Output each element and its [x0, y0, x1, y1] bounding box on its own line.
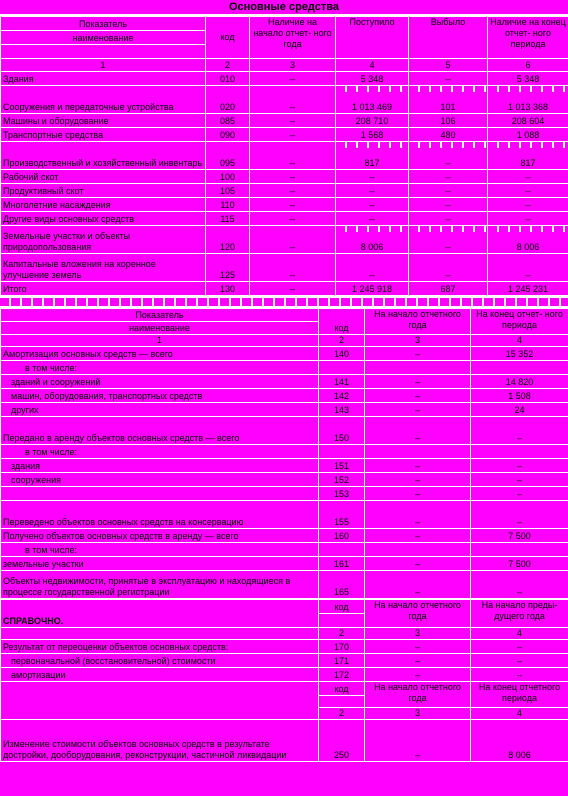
row-code: 152 [319, 473, 365, 487]
row-start: – [365, 654, 471, 668]
table-row [1, 282, 568, 296]
row-start: – [250, 198, 336, 212]
row-end: 1 245 231 [488, 282, 568, 296]
row-end: – [471, 501, 568, 529]
table-row [1, 170, 568, 184]
header-code: код [319, 682, 365, 696]
row-start: – [250, 128, 336, 142]
row-in: 1 568 [336, 128, 409, 142]
row-name: амортизации [1, 668, 319, 682]
row-code: 130 [206, 282, 250, 296]
row-code: 120 [206, 226, 250, 254]
row-code: 010 [206, 72, 250, 86]
row-start: – [365, 557, 471, 571]
row-start: – [365, 473, 471, 487]
row-out: 101 [409, 86, 488, 114]
row-end: 7 500 [471, 529, 568, 543]
row-end: – [488, 254, 568, 282]
row-code: 095 [206, 142, 250, 170]
row-name: Переведено объектов основных средств на консервацию [1, 501, 319, 529]
table-row [1, 114, 568, 128]
row-end: 5 348 [488, 72, 568, 86]
row-start: – [365, 571, 471, 599]
row-start: – [250, 114, 336, 128]
header-name: наименование [1, 31, 206, 45]
fixed-assets-table [0, 16, 568, 296]
column-number: 6 [488, 59, 568, 72]
table-row [1, 445, 568, 459]
row-end: – [488, 170, 568, 184]
row-start: – [250, 184, 336, 198]
row-name: в том числе: [1, 361, 319, 375]
table-row [1, 184, 568, 198]
row-name: Земельные участки и объекты природопользования [1, 226, 206, 254]
reference-table [0, 599, 568, 762]
row-start [365, 543, 471, 557]
table-row [1, 254, 568, 282]
row-code: 110 [206, 198, 250, 212]
header-code: код [206, 17, 250, 59]
row-start: – [365, 720, 471, 762]
table-row [1, 72, 568, 86]
table-row [1, 86, 568, 114]
row-out: 480 [409, 128, 488, 142]
row-code: 250 [319, 720, 365, 762]
row-end [471, 361, 568, 375]
table-row [1, 640, 568, 654]
row-code [319, 445, 365, 459]
row-start: – [365, 529, 471, 543]
row-start: – [365, 459, 471, 473]
header-indicator: Показатель [1, 309, 319, 322]
row-code: 125 [206, 254, 250, 282]
header-start: На начало отчетного года [365, 682, 471, 708]
row-end: 1 013 368 [488, 86, 568, 114]
column-number: 5 [409, 59, 488, 72]
row-start: – [250, 86, 336, 114]
row-code: 165 [319, 571, 365, 599]
row-name: Итого [1, 282, 206, 296]
row-end: – [471, 654, 568, 668]
row-in: – [336, 212, 409, 226]
section-title: Основные средства [0, 0, 568, 16]
row-name: других [1, 403, 319, 417]
table-row [1, 473, 568, 487]
row-out: 687 [409, 282, 488, 296]
row-name: земельные участки [1, 557, 319, 571]
row-start [365, 445, 471, 459]
row-name: первоначальной (восстановительной) стоимости [1, 654, 319, 668]
row-start: – [250, 282, 336, 296]
column-number: 1 [1, 59, 206, 72]
row-start: – [250, 72, 336, 86]
column-number: 4 [471, 628, 568, 640]
row-end: 817 [488, 142, 568, 170]
row-in: – [336, 170, 409, 184]
row-end: – [471, 571, 568, 599]
row-start: – [250, 170, 336, 184]
row-name: Объекты недвижимости, принятые в эксплуатацию и находящиеся в процессе государственной регистрации [1, 571, 319, 599]
row-code: 143 [319, 403, 365, 417]
row-end: – [471, 668, 568, 682]
row-in: 1 013 469 [336, 86, 409, 114]
row-start: – [250, 226, 336, 254]
row-name: Продуктивный скот [1, 184, 206, 198]
row-start: – [250, 254, 336, 282]
row-out: – [409, 184, 488, 198]
row-name: Результат от переоценки объектов основных средств: [1, 640, 319, 654]
column-number: 2 [319, 628, 365, 640]
row-end: 7 500 [471, 557, 568, 571]
row-start: – [250, 212, 336, 226]
header-in: Поступило [336, 17, 409, 59]
header-end: На конец отчет- ного периода [471, 309, 568, 335]
row-start: – [365, 375, 471, 389]
row-end: – [488, 198, 568, 212]
row-end: – [471, 417, 568, 445]
row-out: – [409, 212, 488, 226]
row-code: 161 [319, 557, 365, 571]
row-out: – [409, 226, 488, 254]
row-in: 208 710 [336, 114, 409, 128]
row-end: 15 352 [471, 347, 568, 361]
table-row [1, 501, 568, 529]
row-end: – [471, 487, 568, 501]
row-name: Многолетние насаждения [1, 198, 206, 212]
table-row [1, 557, 568, 571]
row-end: – [471, 459, 568, 473]
table-row [1, 226, 568, 254]
row-in: 817 [336, 142, 409, 170]
row-code: 142 [319, 389, 365, 403]
row-end: 208 604 [488, 114, 568, 128]
header-start: На начало отчетного года [365, 309, 471, 335]
table-row [1, 389, 568, 403]
row-code: 170 [319, 640, 365, 654]
header-start: На начало отчетного года [365, 600, 471, 628]
row-code: 115 [206, 212, 250, 226]
row-start: – [365, 389, 471, 403]
table-row [1, 668, 568, 682]
row-name: Машины и оборудование [1, 114, 206, 128]
header-code: код [319, 309, 365, 335]
row-name: Производственный и хозяйственный инвентарь [1, 142, 206, 170]
header-indicator: Показатель [1, 17, 206, 31]
row-code: 100 [206, 170, 250, 184]
row-start: – [365, 347, 471, 361]
row-end [471, 445, 568, 459]
row-end: 1 508 [471, 389, 568, 403]
row-name: Рабочий скот [1, 170, 206, 184]
row-code: 171 [319, 654, 365, 668]
table-row [1, 375, 568, 389]
header-start: Наличие на начало отчет- ного года [250, 17, 336, 59]
row-in: – [336, 184, 409, 198]
row-end: – [488, 212, 568, 226]
column-number: 3 [365, 628, 471, 640]
row-out: – [409, 72, 488, 86]
row-end: 14 820 [471, 375, 568, 389]
table-row [1, 128, 568, 142]
row-name [1, 487, 319, 501]
row-end [471, 543, 568, 557]
row-in: 8 006 [336, 226, 409, 254]
table-row [1, 142, 568, 170]
row-end: 24 [471, 403, 568, 417]
row-start: – [365, 487, 471, 501]
row-in: 5 348 [336, 72, 409, 86]
table-row [1, 361, 568, 375]
row-out: – [409, 254, 488, 282]
table-row [1, 212, 568, 226]
row-out: – [409, 170, 488, 184]
row-name: Другие виды основных средств [1, 212, 206, 226]
row-out: 106 [409, 114, 488, 128]
row-name: Амортизация основных средств — всего [1, 347, 319, 361]
row-code: 085 [206, 114, 250, 128]
row-end: – [471, 473, 568, 487]
column-number: 4 [336, 59, 409, 72]
table-row [1, 487, 568, 501]
row-name: в том числе: [1, 543, 319, 557]
column-number: 4 [471, 708, 568, 720]
table-row [1, 654, 568, 668]
column-number: 1 [1, 335, 319, 347]
row-start: – [365, 403, 471, 417]
row-in: – [336, 198, 409, 212]
column-number: 3 [365, 335, 471, 347]
empty-cell [1, 628, 319, 640]
header-end: На конец отчетного периода [471, 682, 568, 708]
table-row [1, 198, 568, 212]
header-name: наименование [1, 322, 319, 335]
row-code: 020 [206, 86, 250, 114]
row-out: – [409, 142, 488, 170]
row-in: 1 245 918 [336, 282, 409, 296]
row-code: 172 [319, 668, 365, 682]
row-start: – [365, 668, 471, 682]
header-code: код [319, 600, 365, 614]
row-start: – [365, 501, 471, 529]
row-code: 160 [319, 529, 365, 543]
row-code: 140 [319, 347, 365, 361]
row-name: Передано в аренду объектов основных средств — всего [1, 417, 319, 445]
row-in: – [336, 254, 409, 282]
table-row [1, 543, 568, 557]
row-name: Транспортные средства [1, 128, 206, 142]
row-name: Капитальные вложения на коренное улучшение земель [1, 254, 206, 282]
reference-label: СПРАВОЧНО. [1, 600, 319, 628]
row-start: – [365, 417, 471, 445]
column-number: 2 [319, 708, 365, 720]
row-name: Получено объектов основных средств в аренду — всего [1, 529, 319, 543]
row-code: 105 [206, 184, 250, 198]
column-number: 2 [206, 59, 250, 72]
table-row [1, 417, 568, 445]
row-out: – [409, 198, 488, 212]
amortization-table [0, 308, 568, 599]
row-start [365, 361, 471, 375]
header-out: Выбыло [409, 17, 488, 59]
column-number: 3 [365, 708, 471, 720]
row-name: в том числе: [1, 445, 319, 459]
row-code: 153 [319, 487, 365, 501]
header-end: Наличие на конец отчет- ного периода [488, 17, 568, 59]
table-row [1, 459, 568, 473]
row-end: 8 006 [471, 720, 568, 762]
row-start: – [365, 640, 471, 654]
row-end: 8 006 [488, 226, 568, 254]
row-start: – [250, 142, 336, 170]
row-end: – [488, 184, 568, 198]
row-name: зданий и сооружений [1, 375, 319, 389]
row-name: машин, оборудования, транспортных средств [1, 389, 319, 403]
row-name: Сооружения и передаточные устройства [1, 86, 206, 114]
row-name: здания [1, 459, 319, 473]
column-number: 4 [471, 335, 568, 347]
row-code: 155 [319, 501, 365, 529]
row-code [319, 543, 365, 557]
table-row [1, 347, 568, 361]
column-number: 3 [250, 59, 336, 72]
row-code: 090 [206, 128, 250, 142]
row-name: сооружения [1, 473, 319, 487]
header-end: На начало преды- дущего года [471, 600, 568, 628]
table-separator [0, 296, 568, 308]
row-code: 150 [319, 417, 365, 445]
row-name: Изменение стоимости объектов основных средств в результате достройки, дооборудования, реконструкции, частичной ликвидации [1, 720, 319, 762]
row-code [319, 361, 365, 375]
row-end: – [471, 640, 568, 654]
table-row [1, 571, 568, 599]
row-code: 141 [319, 375, 365, 389]
column-number: 2 [319, 335, 365, 347]
row-end: 1 088 [488, 128, 568, 142]
table-row [1, 529, 568, 543]
row-name: Здания [1, 72, 206, 86]
table-row [1, 403, 568, 417]
row-code: 151 [319, 459, 365, 473]
